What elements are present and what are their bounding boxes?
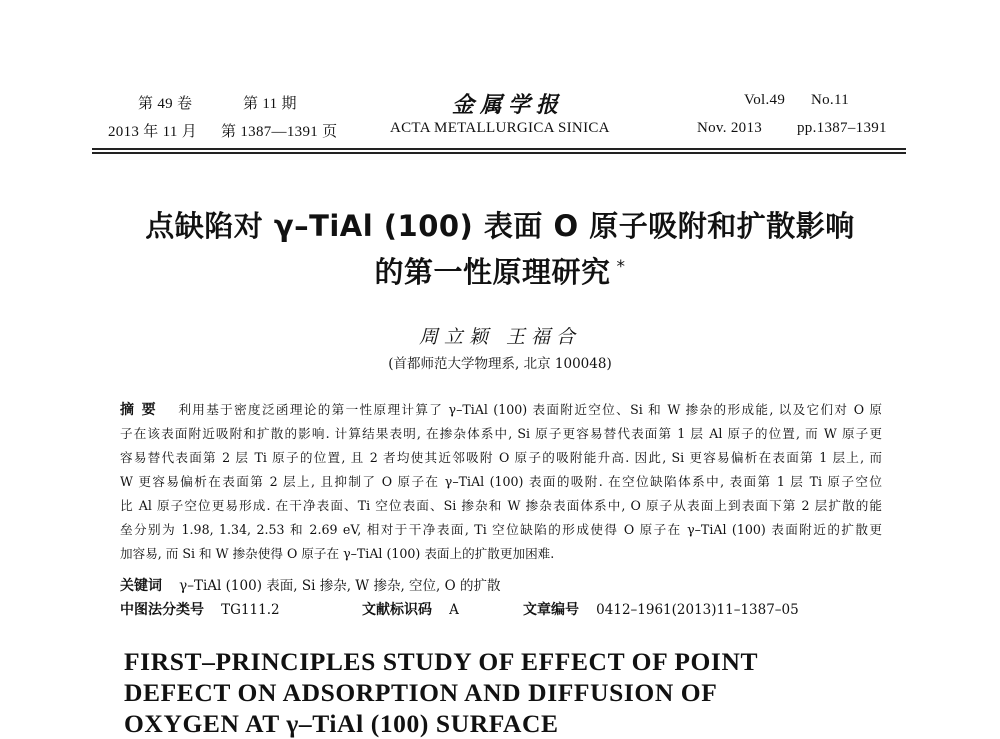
abstract-text-1: 利用基于密度泛函理论的第一性原理计算了 γ–TiAl (100) 表面附近空位、Si 和 W 掺杂的形成能, 以及它们对 O 原 (178, 402, 882, 417)
title-en-line2: DEFECT ON ADSORPTION AND DIFFUSION OF (124, 678, 718, 707)
title-cn-line2: 的第一性原理研究 (374, 255, 611, 289)
document-code-label: 文献标识码 (362, 602, 432, 618)
abstract-line: 垒分别为 1.98, 1.34, 2.53 和 2.69 eV, 相对于干净表面, Ti 空位缺陷的形成使得 O 原子在 γ–TiAl (100) 表面附近的扩散更 (120, 522, 882, 537)
abstract-line: 加容易, 而 Si 和 W 掺杂使得 O 原子在 γ–TiAl (100) 表面上的扩散更加困难. (120, 546, 555, 561)
header-vol-en: Vol.49 (744, 92, 786, 108)
title-footnote-mark: * (616, 257, 626, 277)
title-en-line1: FIRST–PRINCIPLES STUDY OF EFFECT OF POINT (124, 647, 759, 676)
abstract-line (120, 398, 882, 422)
abstract-line: 比 Al 原子空位更易形成. 在干净表面、Ti 空位表面、Si 掺杂和 W 掺杂表面体系中, O 原子从表面上到表面下第 2 层扩散的能 (120, 498, 882, 513)
abstract (120, 398, 882, 566)
keywords-text: γ–TiAl (100) 表面, Si 掺杂, W 掺杂, 空位, O 的扩散 (179, 578, 501, 594)
article-number (523, 599, 799, 619)
abstract-line: 子在该表面附近吸附和扩散的影响. 计算结果表明, 在掺杂体系中, Si 原子更容易替代表面第 1 层 Al 原子的位置, 而 W 原子更 (120, 426, 882, 441)
clc-code (120, 599, 280, 619)
abstract-line: 容易替代表面第 2 层 Ti 原子的位置, 且 2 者均使其近邻吸附 O 原子的吸附能升高. 因此, Si 更容易偏析在表面第 1 层上, 而 (120, 450, 882, 465)
title-cn-line2-wrap (0, 250, 1000, 291)
document-code (362, 599, 459, 619)
header-issue-cn: 第 11 期 (243, 96, 297, 112)
header-volume-cn: 第 49 卷 (138, 96, 193, 112)
header-pages-cn: 第 1387—1391 页 (221, 124, 338, 140)
header-rule-top (92, 148, 906, 150)
header-date-cn: 2013 年 11 月 (108, 124, 197, 140)
header-rule-bottom (92, 152, 906, 154)
clc-value: TG111.2 (221, 602, 280, 618)
title-en-line3: OXYGEN AT γ–TiAl (100) SURFACE (124, 709, 559, 738)
article-number-label: 文章编号 (523, 602, 579, 618)
journal-name-cn: 金属学报 (452, 92, 565, 118)
title-cn-line1: 点缺陷对 γ–TiAl (100) 表面 O 原子吸附和扩散影响 (145, 209, 855, 243)
title-en (124, 646, 758, 739)
journal-name-en: ACTA METALLURGICA SINICA (390, 120, 610, 136)
clc-label: 中图法分类号 (120, 602, 204, 618)
document-code-value: A (449, 602, 459, 618)
header-date-en: Nov. 2013 (697, 120, 763, 136)
article-number-value: 0412–1961(2013)11–1387–05 (596, 602, 799, 618)
abstract-line: W 更容易偏析在表面第 2 层上, 且抑制了 O 原子在 γ–TiAl (100) 表面的吸附. 在空位缺陷体系中, 表面第 1 层 Ti 原子空位 (120, 474, 882, 489)
header-no-en: No.11 (811, 92, 850, 108)
keywords-label: 关键词 (120, 578, 162, 594)
authors: 周立颖 王福合 (418, 326, 582, 348)
abstract-label: 摘 要 (120, 402, 157, 418)
header-pages-en: pp.1387–1391 (797, 120, 887, 136)
affiliation: (首都师范大学物理系, 北京 100048) (388, 356, 612, 372)
keywords (120, 574, 500, 595)
